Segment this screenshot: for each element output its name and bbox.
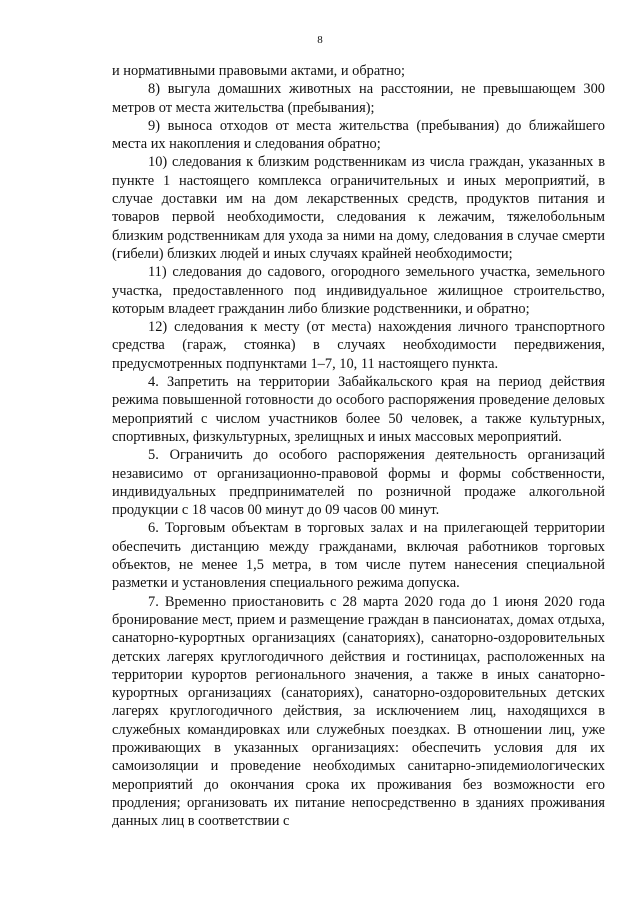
page-number: 8	[317, 34, 323, 46]
paragraph-item-10: 10) следования к близким родственникам из числа граждан, указанных в пункте 1 настоящего комплекса ограничительных и иных мероприятий, в случае доставки им на дом лекарственных средств, продуктов питания и товаров первой необходимости, следования к лежачим, тяжелобольным близким родственникам для ухода за ними на дому, следования в случае смерти (гибели) близких людей и иных случаях крайней необходимости;	[112, 154, 605, 262]
document-body	[112, 62, 605, 830]
paragraph-section-7: 7. Временно приостановить с 28 марта 2020 года до 1 июня 2020 года бронирование мест, прием и размещение граждан в пансионатах, домах отдыха, санаторно-курортных организациях (санаториях), санаторно-оздоровительных детских лагерях круглогодичного действия и гостиницах, расположенных на территории курортов регионального значения, а также в иных санаторно-курортных организациях (санаториях), санаторно-оздоровительных детских лагерях круглогодичного действия, за исключением лиц, находящихся в служебных командировках или служебных поездках. В отношении лиц, уже проживающих в указанных организациях: обеспечить условия для их самоизоляции и проведение необходимых санитарно-эпидемиологических мероприятий до окончания срока их проживания без возможности его продления; организовать их питание непосредственно в зданиях проживания данных лиц в соответствии с	[112, 593, 605, 830]
paragraph-section-5: 5. Ограничить до особого распоряжения деятельность организаций независимо от организационно-правовой формы и формы собственности, индивидуальных предпринимателей по розничной продаже алкогольной продукции с 18 часов 00 минут до 09 часов 00 минут.	[112, 447, 605, 519]
paragraph-continuation: и нормативными правовыми актами, и обратно;	[112, 63, 406, 79]
paragraph-item-9: 9) выноса отходов от места жительства (пребывания) до ближайшего места их накопления и следования обратно;	[112, 117, 605, 153]
paragraph-section-6: 6. Торговым объектам в торговых залах и на прилегающей территории обеспечить дистанцию между гражданами, включая работников торговых объектов, не менее 1,5 метра, в том числе путем нанесения специальной разметки и установления специального режима допуска.	[112, 520, 605, 592]
paragraph-item-12: 12) следования к месту (от места) нахождения личного транспортного средства (гараж, стоянка) в случаях необходимости передвижения, предусмотренных подпунктами 1–7, 10, 11 настоящего пункта.	[112, 319, 605, 372]
paragraph-section-4: 4. Запретить на территории Забайкальского края на период действия режима повышенной готовности до особого распоряжения проведение деловых мероприятий с числом участников более 50 человек, а также культурных, спортивных, физкультурных, зрелищных и иных массовых мероприятий.	[112, 374, 605, 445]
paragraph-item-11: 11) следования до садового, огородного земельного участка, земельного участка, предоставленного под индивидуальное жилищное строительство, которым владеет гражданин либо близкие родственники, и обратно;	[112, 264, 605, 317]
paragraph-item-8: 8) выгула домашних животных на расстоянии, не превышающем 300 метров от места жительства (пребывания);	[112, 81, 605, 116]
